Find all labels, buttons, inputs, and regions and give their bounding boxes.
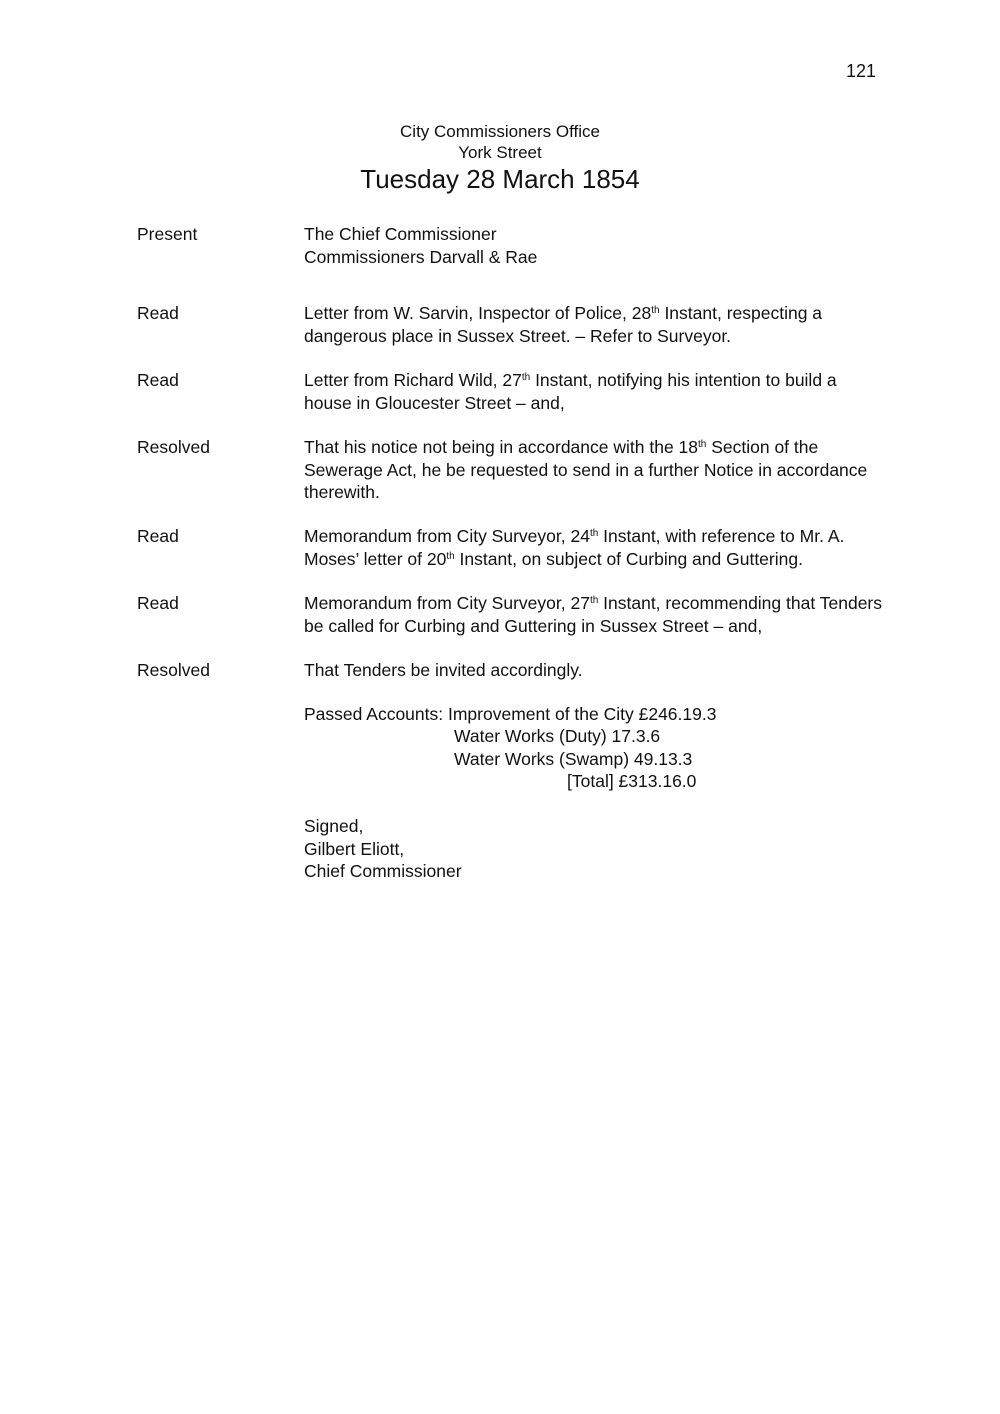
entry-label: Resolved [137, 437, 210, 457]
entry-line [304, 436, 929, 459]
entry-line [304, 369, 929, 392]
text-run: Moses’ letter of 20 [304, 548, 447, 569]
page-number: 121 [846, 61, 877, 81]
accounts-line: Water Works (Swamp) 49.13.3 [454, 749, 693, 769]
entry-line: dangerous place in Sussex Street. – Refer to Surveyor. [304, 325, 732, 346]
entry-line: house in Gloucester Street – and, [304, 392, 565, 413]
entry-line: be called for Curbing and Guttering in Sussex Street – and, [304, 615, 763, 636]
entry-label: Read [137, 370, 179, 390]
accounts-line: Passed Accounts: Improvement of the City £246.19.3 [304, 704, 717, 724]
text-run: Memorandum from City Surveyor, 24 [304, 526, 590, 546]
entry-label: Read [137, 303, 179, 323]
entry-line: That Tenders be invited accordingly. [304, 660, 583, 680]
entry-line [304, 302, 929, 325]
entry-body [304, 369, 929, 414]
text-run: Instant, with reference to Mr. A. [598, 526, 845, 546]
meeting-date: Tuesday 28 March 1854 [360, 164, 640, 194]
text-run: Memorandum from City Surveyor, 27 [304, 593, 590, 613]
entry-label: Read [137, 593, 179, 613]
text-run: Section of the [706, 437, 819, 457]
ordinal-suffix: th [589, 595, 599, 606]
entry-body [304, 525, 929, 570]
accounts-line: Water Works (Duty) 17.3.6 [454, 726, 661, 746]
entry-label: Read [137, 526, 179, 546]
signed-label: Signed, [304, 816, 364, 836]
entry-label: Present [137, 224, 198, 244]
entry-body [304, 659, 929, 682]
entry-label: Resolved [137, 660, 210, 680]
entry-line [304, 592, 929, 615]
ordinal-suffix: th [698, 439, 707, 450]
entry-line [304, 548, 929, 571]
entry-body [304, 592, 929, 637]
text-run: Instant, on subject of Curbing and Guttering. [454, 548, 803, 569]
text-run: Letter from Richard Wild, 27 [304, 370, 522, 390]
signatory-title: Chief Commissioner [304, 861, 462, 881]
ordinal-suffix: th [589, 528, 599, 539]
entry-line: Sewerage Act, he be requested to send in a further Notice in accordance [304, 459, 868, 480]
signatory-name: Gilbert Eliott, [304, 838, 405, 859]
ordinal-suffix: th [446, 550, 455, 562]
accounts-total: [Total] £313.16.0 [567, 771, 697, 791]
text-run: Instant, notifying his intention to build a [530, 370, 837, 390]
ordinal-suffix: th [521, 372, 531, 383]
text-run: Instant, respecting a [659, 303, 823, 323]
document-header [0, 121, 1000, 163]
present-line: The Chief Commissioner [304, 224, 497, 244]
present-line: Commissioners Darvall & Rae [304, 246, 538, 267]
ordinal-suffix: th [651, 305, 660, 316]
text-run: Instant, recommending that Tenders [598, 593, 883, 613]
street-name: York Street [458, 143, 542, 162]
entry-body [304, 302, 929, 347]
text-run: Letter from W. Sarvin, Inspector of Police, 28 [304, 303, 652, 323]
signoff [304, 815, 462, 883]
text-run: That his notice not being in accordance with the 18 [304, 437, 698, 457]
entry-body [304, 223, 929, 268]
office-name: City Commissioners Office [400, 122, 600, 141]
entry-line [304, 525, 929, 548]
entry-line: therewith. [304, 482, 380, 502]
entry-body [304, 436, 929, 504]
